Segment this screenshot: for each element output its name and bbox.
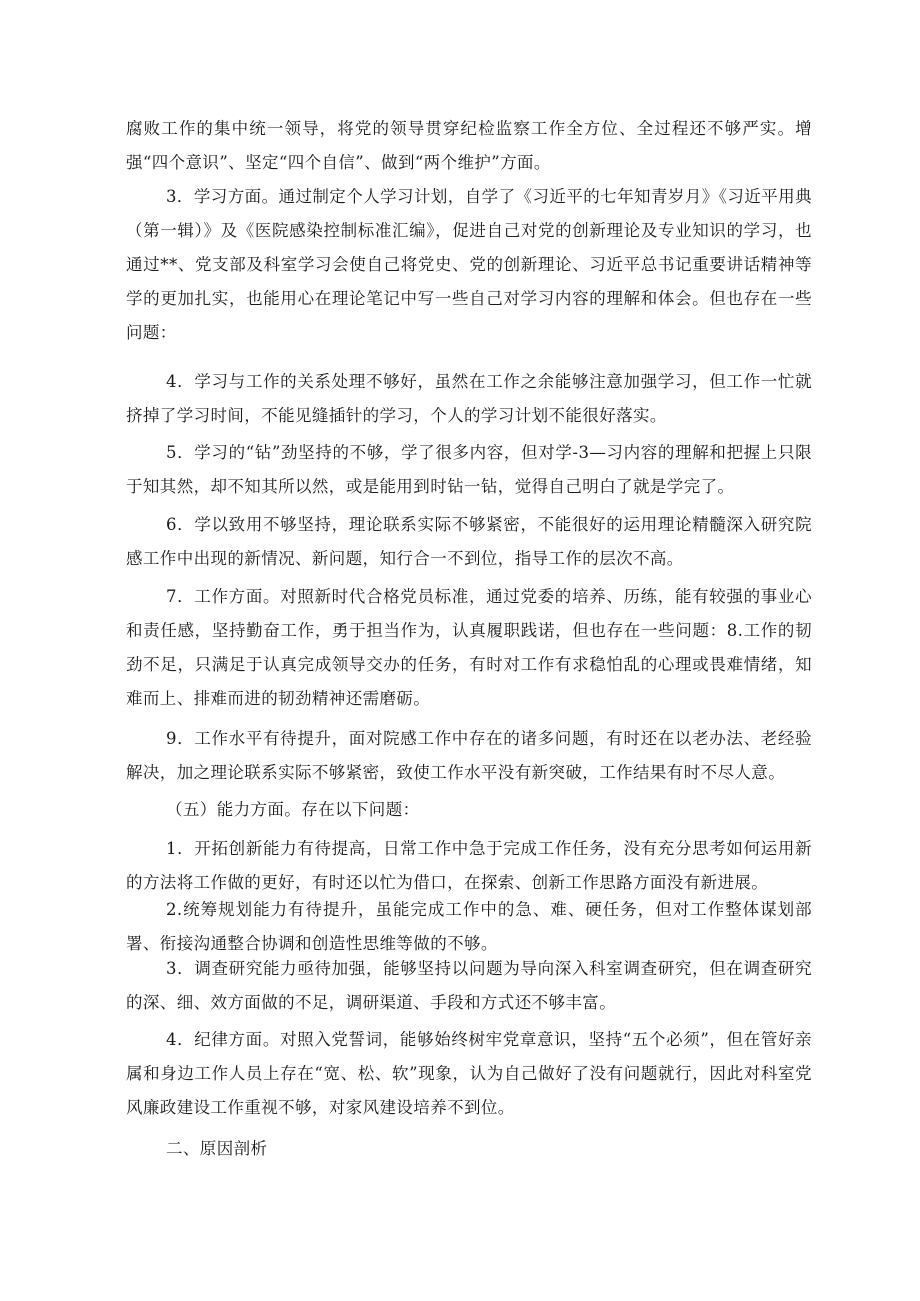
section-heading-ability: （五）能力方面。存在以下问题： [166,800,420,819]
paragraph-10: 3．调查研究能力亟待加强，能够坚持以问题为导向深入科室调查研究，但在调查研究的深、细、效方面做的不足，调研渠道、手段和方式还不够丰富。 [126,959,812,1012]
paragraph-4: 5．学习的“钻”劲坚持的不够，学了很多内容，但对学-3—习内容的理解和把握上只限于知其然，却不知其所以然，或是能用到时钻一钻，觉得自己明白了就是学完了。 [126,443,812,496]
paragraph-2: 3．学习方面。通过制定个人学习计划，自学了《习近平的七年知青岁月》《习近平用典（第一辑）》及《医院感染控制标准汇编》，促进自己对党的创新理论及专业知识的学习，也通过**、党支部及科室学习会使自己将党史、党的创新理论、习近平总书记重要讲话精神等学的更加扎实，也能用心在理论笔记中写一些自己对学习内容的理解和体会。但也存在一些问题： [126,187,812,342]
paragraph-8: 1．开拓创新能力有待提高，日常工作中急于完成工作任务，没有充分思考如何运用新的方法将工作做的更好，有时还以忙为借口，在探索、创新工作思路方面没有新进展。 [126,839,812,892]
paragraph-6: 7．工作方面。对照新时代合格党员标准，通过党委的培养、历练，能有较强的事业心和责任感，坚持勤奋工作，勇于担当作为，认真履职践诺，但也存在一些问题：8.工作的韧劲不足，只满足于认真完成领导交办的任务，有时对工作有求稳怕乱的心理或畏难情绪，知难而上、排难而进的韧劲精神还需磨砺。 [126,587,812,708]
section-heading-cause-analysis: 二、原因剖析 [166,1139,268,1158]
paragraph-1: 腐败工作的集中统一领导，将党的领导贯穿纪检监察工作全方位、全过程还不够严实。增强“四个意识”、坚定“四个自信”、做到“两个维护”方面。 [126,119,812,172]
paragraph-5: 6．学以致用不够坚持，理论联系实际不够紧密，不能很好的运用理论精髓深入研究院感工作中出现的新情况、新问题，知行合一不到位，指导工作的层次不高。 [126,515,812,568]
paragraph-7: 9．工作水平有待提升，面对院感工作中存在的诸多问题，有时还在以老办法、老经验解决，加之理论联系实际不够紧密，致使工作水平没有新突破，工作结果有时不尽人意。 [126,729,812,782]
paragraph-3: 4．学习与工作的关系处理不够好，虽然在工作之余能够注意加强学习，但工作一忙就挤掉了学习时间，不能见缝插针的学习，个人的学习计划不能很好落实。 [126,372,812,425]
paragraph-9: 2.统筹规划能力有待提升，虽能完成工作中的急、难、硬任务，但对工作整体谋划部署、衔接沟通整合协调和创造性思维等做的不够。 [126,900,812,953]
paragraph-11: 4．纪律方面。对照入党誓词，能够始终树牢党章意识，坚持“五个必须”，但在管好亲属和身边工作人员上存在“宽、松、软”现象，认为自己做好了没有问题就行，因此对科室党风廉政建设工作重视不够，对家风建设培养不到位。 [126,1030,812,1117]
